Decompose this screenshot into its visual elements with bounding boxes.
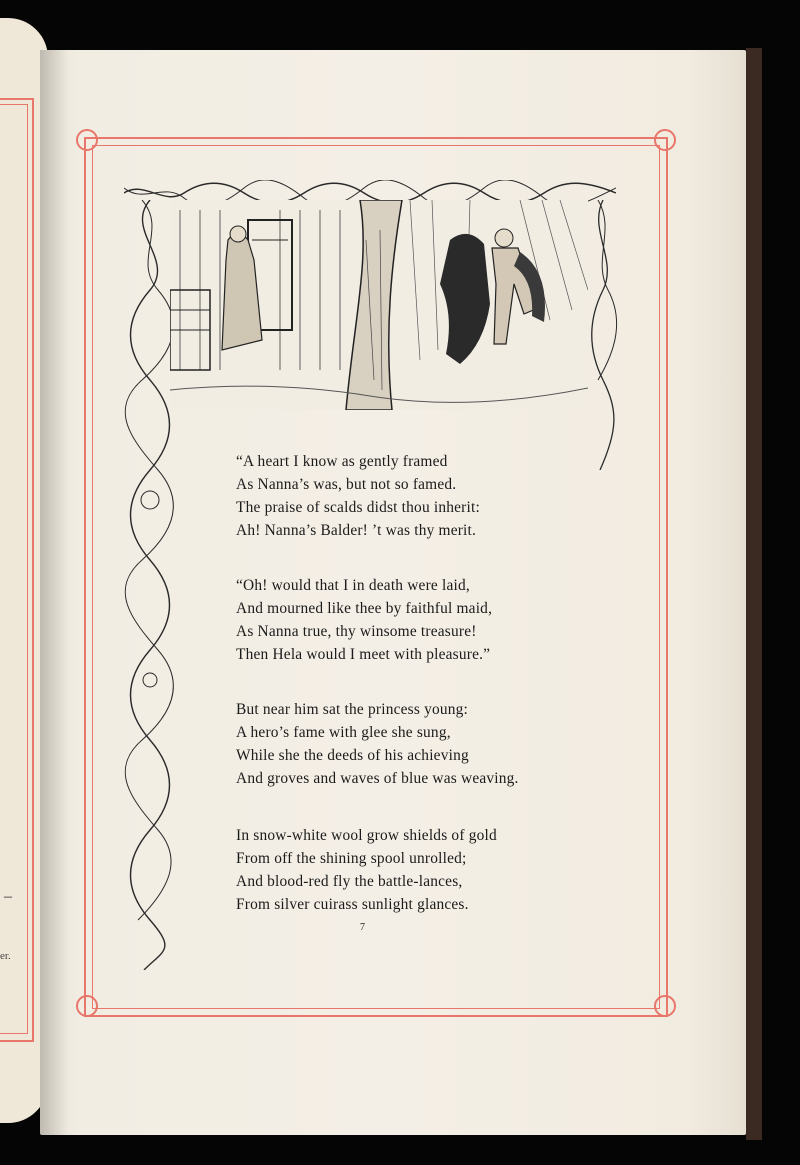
verse-line: Ah! Nanna’s Balder! ’t was thy merit.: [236, 522, 477, 539]
verse-line: From off the shining spool unrolled;: [236, 850, 467, 867]
stanza-3: [236, 698, 519, 790]
verse-line: In snow-white wool grow shields of gold: [236, 827, 497, 844]
verse-line: Then Hela would I meet with pleasure.”: [236, 646, 491, 663]
verse-line: “A heart I know as gently framed: [236, 453, 448, 470]
stanza-1: [236, 450, 480, 542]
verse-line: “Oh! would that I in death were laid,: [236, 577, 470, 594]
verse-line: The praise of scalds didst thou inherit:: [236, 499, 480, 516]
frame-corner-scroll-icon: [76, 129, 98, 151]
knotwork-left-ornament-icon: [124, 200, 176, 970]
woodcut-loom-bear-scene-icon: [170, 200, 588, 410]
facing-page-dash: –: [4, 888, 12, 905]
verse-line: And groves and waves of blue was weaving.: [236, 770, 519, 787]
facing-page-fragment: er.: [0, 950, 11, 962]
stanza-4: [236, 824, 497, 916]
book-edge: [746, 48, 762, 1140]
verse-line: But near him sat the princess young:: [236, 701, 469, 718]
frame-corner-scroll-icon: [654, 995, 676, 1017]
verse-line: As Nanna’s was, but not so famed.: [236, 476, 457, 493]
verse-line: And mourned like thee by faithful maid,: [236, 600, 493, 617]
verse-line: As Nanna true, thy winsome treasure!: [236, 623, 477, 640]
stanza-2: [236, 574, 492, 666]
verse-line: And blood-red fly the battle-lances,: [236, 873, 463, 890]
frame-corner-scroll-icon: [654, 129, 676, 151]
verse-line: While she the deeds of his achieving: [236, 747, 469, 764]
verse-line: A hero’s fame with glee she sung,: [236, 724, 451, 741]
spine-shadow: [40, 50, 68, 1135]
frame-corner-scroll-icon: [76, 995, 98, 1017]
knotwork-right-ornament-icon: [588, 200, 618, 470]
page-number: 7: [360, 922, 365, 933]
verse-line: From silver cuirass sunlight glances.: [236, 896, 469, 913]
